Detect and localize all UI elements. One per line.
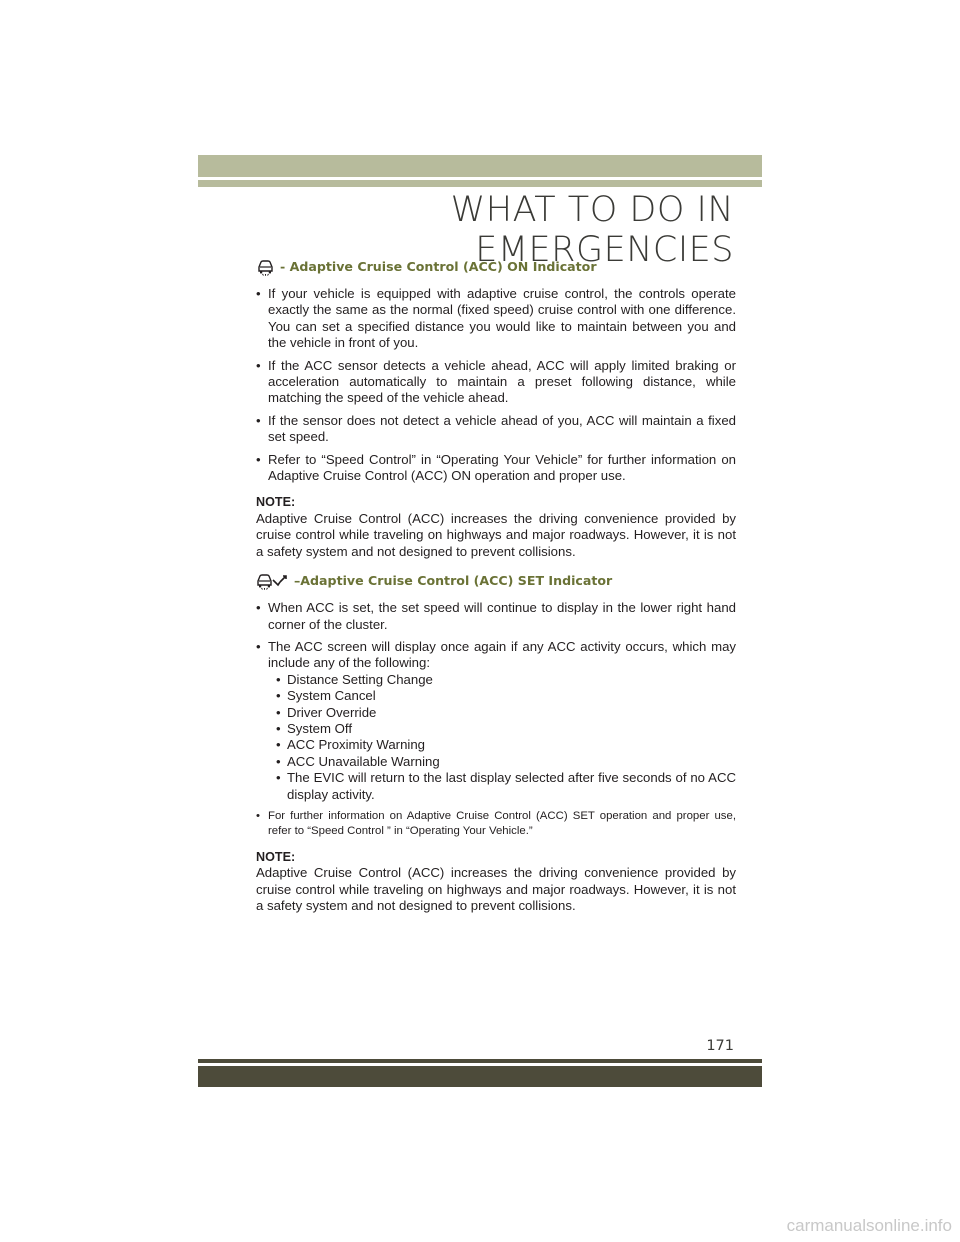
sub-list-item: • Distance Setting Change xyxy=(276,672,736,688)
page-number: 171 xyxy=(706,1038,734,1054)
list-item xyxy=(256,639,736,803)
sub-list-item: • ACC Unavailable Warning xyxy=(276,754,736,770)
acc-set-bullet-list xyxy=(256,600,736,839)
list-item: • For further information on Adaptive Cruise Control (ACC) SET operation and proper use, refer to “Speed Control ” in “Operating Your Vehicle.” xyxy=(256,809,736,839)
header-band xyxy=(198,155,762,177)
section-heading-text: –Adaptive Cruise Control (ACC) SET Indicator xyxy=(294,572,613,588)
footer-band xyxy=(198,1066,762,1087)
sub-list-item: • ACC Proximity Warning xyxy=(276,737,736,753)
watermark: carmanualsonline.info xyxy=(786,1216,952,1235)
list-item-text: The ACC screen will display once again if any ACC activity occurs, which may include any of the following: xyxy=(268,638,736,671)
list-item: • If the sensor does not detect a vehicle ahead of you, ACC will maintain a fixed set speed. xyxy=(256,413,736,446)
acc-on-indicator-icon xyxy=(256,258,276,276)
footer-band-thin xyxy=(198,1059,762,1063)
sub-bullet-list xyxy=(268,672,736,803)
section-heading-acc-set xyxy=(256,572,736,590)
note-label: NOTE: xyxy=(256,495,296,510)
sub-list-item: • The EVIC will return to the last display selected after five seconds of no ACC display activity. xyxy=(276,770,736,803)
sub-list-item: • Driver Override xyxy=(276,705,736,721)
note-text: Adaptive Cruise Control (ACC) increases the driving convenience provided by cruise control while traveling on highways and major roadways. However, it is not a safety system and not designed to prevent collisions. xyxy=(256,865,736,914)
chapter-title: WHAT TO DO IN EMERGENCIES xyxy=(450,190,734,270)
list-item: • When ACC is set, the set speed will continue to display in the lower right hand corner of the cluster. xyxy=(256,600,736,633)
section-heading-acc-on xyxy=(256,258,736,276)
sub-list-item: • System Off xyxy=(276,721,736,737)
acc-on-bullet-list xyxy=(256,286,736,484)
header-band-thin xyxy=(198,180,762,187)
acc-set-indicator-icon xyxy=(256,572,290,590)
list-item: • If the ACC sensor detects a vehicle ahead, ACC will apply limited braking or acceleration automatically to maintain a preset following distance, while matching the speed of the vehicle ahead. xyxy=(256,358,736,407)
page-content xyxy=(256,258,736,921)
note-text: Adaptive Cruise Control (ACC) increases the driving convenience provided by cruise control while traveling on highways and major roadways. However, it is not a safety system and not designed to prevent collisions. xyxy=(256,510,736,559)
sub-list-item: • System Cancel xyxy=(276,688,736,704)
list-item: • If your vehicle is equipped with adaptive cruise control, the controls operate exactly the same as the normal (fixed speed) cruise control with one difference. You can set a specified distance you would like to maintain between you and the vehicle in front of you. xyxy=(256,286,736,352)
section-heading-text: - Adaptive Cruise Control (ACC) ON Indicator xyxy=(280,258,597,274)
list-item: • Refer to “Speed Control” in “Operating Your Vehicle” for further information on Adaptive Cruise Control (ACC) ON operation and proper use. xyxy=(256,452,736,485)
note-label: NOTE: xyxy=(256,849,296,864)
